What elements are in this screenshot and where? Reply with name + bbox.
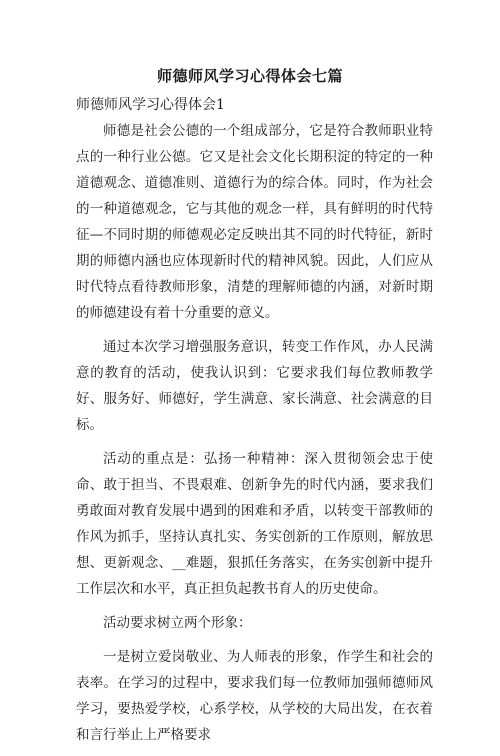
paragraph: 通过本次学习增强服务意识，转变工作作风，办人民满意的教育的活动，使我认识到：它要求我们每位教师教学好、服务好、师德好，学生满意、家长满意、社会满意的目标。 [76, 339, 433, 433]
document-body [76, 118, 433, 756]
paragraph: 活动要求树立两个形象： [103, 615, 252, 631]
paragraph: 一是树立爱岗敬业、为人师表的形象，作学生和社会的表率。在学习的过程中，要求我们每一位教师加强师德师风学习，要热爱学校，心系学校，从学校的大局出发，在衣着和言行举止上严格要求 [76, 649, 433, 743]
paragraph: 活动的重点是：弘扬一种精神：深入贯彻领会忠于使命、敢于担当、不畏艰难、创新争先的时代内涵，要求我们勇敢面对教育发展中遇到的困难和矛盾，以转变干部教师的作风为抓手，坚持认真扎实、务实创新的工作原则，解放思想、更新观念、__难题，狠抓任务落实，在务实创新中提升工作层次和水平，真正担负起教书育人的历史使命。 [76, 451, 433, 597]
section-heading: 师德师风学习心得体会1 [76, 97, 225, 113]
document-title: 师德师风学习心得体会七篇 [156, 67, 343, 85]
paragraph: 师德是社会公德的一个组成部分，它是符合教师职业特点的一种行业公德。它又是社会文化长期积淀的特定的一种道德观念、道德准则、道德行为的综合体。同时，作为社会的一种道德观念，它与其他的观念一样，具有鲜明的时代特征—不同时期的师德观必定反映出其不同的时代特征，新时期的师德内涵也应体现新时代的精神风貌。因此，人们应从时代特点看待教师形象，清楚的理解师德的内涵，对新时期的师德建设有着十分重要的意义。 [76, 123, 433, 321]
